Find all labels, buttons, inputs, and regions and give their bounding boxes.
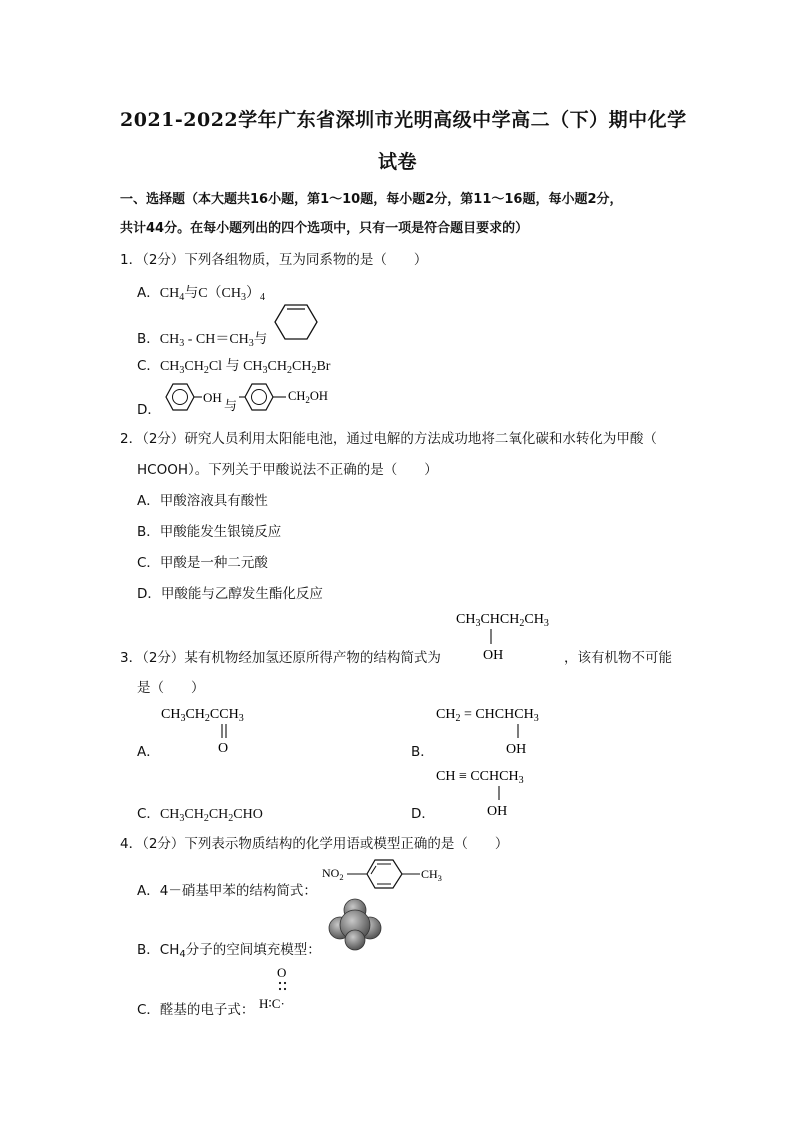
- q1-option-d-label: D．: [137, 402, 161, 418]
- svg-text:O: O: [277, 965, 287, 980]
- q3-product-structure: [452, 606, 582, 666]
- q3-option-d-label: D．: [411, 806, 435, 822]
- svg-text:OH: OH: [483, 648, 504, 663]
- question-4-stem: 4．（2分）下列表示物质结构的化学用语或模型正确的是（ ）: [120, 836, 509, 852]
- q3-option-a-structure: [157, 702, 277, 756]
- q3-option-b-label: B．: [411, 744, 434, 760]
- section-heading: 一、选择题（本大题共16小题，第1～10题，每小题2分，第11～16题，每小题2分，: [120, 192, 623, 207]
- q4-option-b: B．$CH_4$分子的空间填充模型：: [137, 942, 321, 960]
- q3-option-a-label: A．: [137, 744, 160, 760]
- svg-text:O: O: [218, 741, 229, 756]
- page-title-line2: 试卷: [378, 151, 418, 173]
- page-title: 2021-2022学年广东省深圳市光明高级中学高二（下）期中化学: [120, 109, 687, 131]
- q1-option-c: C．$CH_3CH_2Cl$ 与 $CH_3CH_2CH_2Br$: [137, 358, 331, 376]
- q2-option-b: B．甲酸能发生银镜反应: [137, 524, 282, 540]
- svg-text:CH3CHCH2CH3: $CH_3CHCH_2CH_3$: [456, 612, 549, 629]
- and-text: 与: [224, 398, 238, 413]
- svg-text:H∶C·: H∶C·: [259, 996, 285, 1011]
- q2-option-a: A．甲酸溶液具有酸性: [137, 493, 268, 509]
- q4-option-a: A．4－硝基甲苯的结构简式：: [137, 883, 317, 899]
- aldehyde-electron-formula: [255, 962, 295, 1018]
- svg-text:CH3: $CH_3$: [421, 867, 442, 883]
- phenol-oh: OH: [203, 390, 222, 405]
- ch2oh-text: $CH_2OH$: [288, 389, 328, 405]
- svg-text:OH: OH: [487, 804, 508, 819]
- benzene-ring-2: [245, 384, 273, 410]
- svg-text:CH2 = CHCHCH3: $CH_2$ = $CHCHCH_3$: [436, 707, 539, 724]
- benzene-inner-circle-2: [252, 390, 267, 405]
- question-3-stem-line2: 是（ ）: [137, 680, 205, 696]
- q2-option-d: D．甲酸能与乙醇发生酯化反应: [137, 586, 323, 602]
- question-3-stem: 3．（2分）某有机物经加氢还原所得产物的结构简式为: [120, 650, 441, 666]
- svg-text:CH ≡ CCHCH3: CH ≡ $CCHCH_3$: [436, 769, 524, 786]
- q3-option-c: C．$CH_3CH_2CH_2CHO$: [137, 806, 263, 824]
- q4-option-c: C．醛基的电子式：: [137, 1002, 255, 1018]
- benzene-ring: [166, 384, 194, 410]
- q3-option-d-structure: [432, 764, 572, 820]
- question-2-stem-line2: HCOOH）。下列关于甲酸说法不正确的是（ ）: [137, 462, 438, 478]
- q1-option-b: B．$CH_3 - CH=CH_3$与: [137, 331, 268, 349]
- svg-text:NO2: $NO_2$: [322, 866, 344, 882]
- benzene-inner-circle: [173, 390, 188, 405]
- cyclohexene-structure: [273, 302, 319, 342]
- question-3-stem-tail: ，该有机物不可能: [564, 650, 672, 666]
- svg-text:OH: OH: [506, 742, 527, 757]
- q3-option-b-structure: [432, 702, 572, 758]
- phenol-and-benzyl-alcohol: [160, 380, 350, 416]
- svg-text:CH3CH2CCH3: $CH_3CH_2CCH_3$: [161, 707, 244, 724]
- q1-option-a: A．$CH_4$与$C(CH_3)_4$: [137, 285, 265, 303]
- nitrotoluene-structure: [320, 856, 450, 896]
- question-2-stem: 2．（2分）研究人员利用太阳能电池，通过电解的方法成功地将二氧化碳和水转化为甲酸（: [120, 431, 657, 447]
- question-1-stem: 1．（2分）下列各组物质，互为同系物的是（ ）: [120, 252, 428, 268]
- methane-space-filling-model: [326, 898, 384, 952]
- q2-option-c: C．甲酸是一种二元酸: [137, 555, 268, 571]
- section-heading-line2: 共计44分。在每小题列出的四个选项中，只有一项是符合题目要求的）: [120, 221, 529, 236]
